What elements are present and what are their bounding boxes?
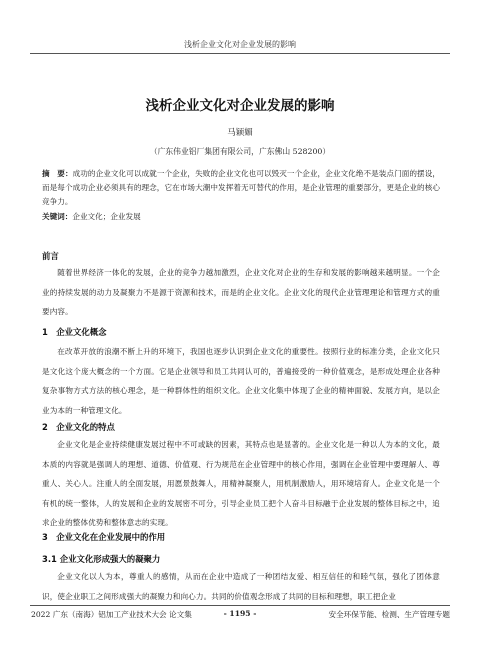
section-heading-1: 1 企业文化概念 — [42, 327, 107, 337]
article-title: 浅析企业文化对企业发展的影响 — [145, 98, 335, 114]
section-text-preface: 随着世界经济一体化的发展，企业的竞争力越加激烈，企业文化对企业的生存和发展的影响越来越明显。一个企业的持续发展的动力及凝聚力不是源于资源和技术，而是的企业文化。企业文化的现代企业管理理论和管理方式的重要内容。 — [42, 268, 440, 317]
section-heading-3-1: 3.1 企业文化形成强大的凝聚力 — [42, 554, 161, 564]
footer-proceedings: 2022 广东（南海）铝加工产业技术大会 论文集 — [31, 610, 192, 619]
page-number: - 1195 - — [223, 609, 257, 618]
running-header: 浅析企业文化对企业发展的影响 — [184, 40, 296, 49]
section-text-3-1: 企业文化以人为本，尊重人的感情，从而在企业中造成了一种团结友爱、相互信任的和睦气氛，强化了团体意识，使企业职工之间形成强大的凝聚力和向心力。共同的价值观念形成了共同的目标和理想，职工把企业 — [42, 572, 440, 601]
footer-rule — [30, 605, 450, 606]
footer-topic: 安全环保节能、检测、生产管理专题 — [328, 610, 450, 619]
abstract-text: 成功的企业文化可以成就一个企业，失败的企业文化也可以毁灭一个企业，企业文化绝不是装点门面的摆设，而是每个成功企业必须具有的理念，它在市场大潮中发挥着无可替代的作用，是企业管理的重要部分，更是企业的核心竞争力。 — [42, 169, 440, 206]
author: 马颖媚 — [227, 128, 253, 138]
section-heading-preface: 前言 — [42, 251, 59, 261]
header-rule — [30, 53, 450, 54]
keywords-text: 企业文化；企业发展 — [72, 212, 141, 221]
affiliation: （广东伟业铝厂集团有限公司，广东佛山 528200） — [149, 147, 331, 156]
abstract-label: 摘 要： — [42, 169, 73, 178]
section-heading-3: 3 企业文化在企业发展中的作用 — [42, 532, 166, 542]
section-heading-2: 2 企业文化的特点 — [42, 422, 115, 432]
abstract — [42, 167, 440, 209]
section-text-1: 在改革开放的浪潮不断上升的环境下，我国也逐步认识到企业文化的重要性。按照行业的标准分类，企业文化只是文化这个庞大概念的一个方面。它是企业领导和员工共同认可的，普遍接受的一种价值观念，是形成处理企业各种复杂事物方式方法的核心理念，是一种群体性的组织文化。企业文化集中体现了企业的精神面貌、发展方向，是以企业为本的一种管理文化。 — [42, 347, 440, 415]
section-text-2: 企业文化是企业持续健康发展过程中不可或缺的因素，其特点也是显著的。企业文化是一种以人为本的文化，最本质的内容就是强调人的理想、道德、价值观、行为规范在企业管理中的核心作用，强调在企业管理中要理解人、尊重人、关心人。注重人的全面发展，用愿景鼓舞人，用精神凝聚人，用机制激励人，用环境培育人。企业文化是一个有机的统一整体，人的发展和企业的发展密不可分，引导企业员工把个人奋斗目标融于企业发展的整体目标之中，追求企业的整体优势和整体意志的实现。 — [42, 440, 440, 528]
keywords — [42, 211, 440, 222]
keywords-label: 关键词： — [42, 212, 73, 221]
